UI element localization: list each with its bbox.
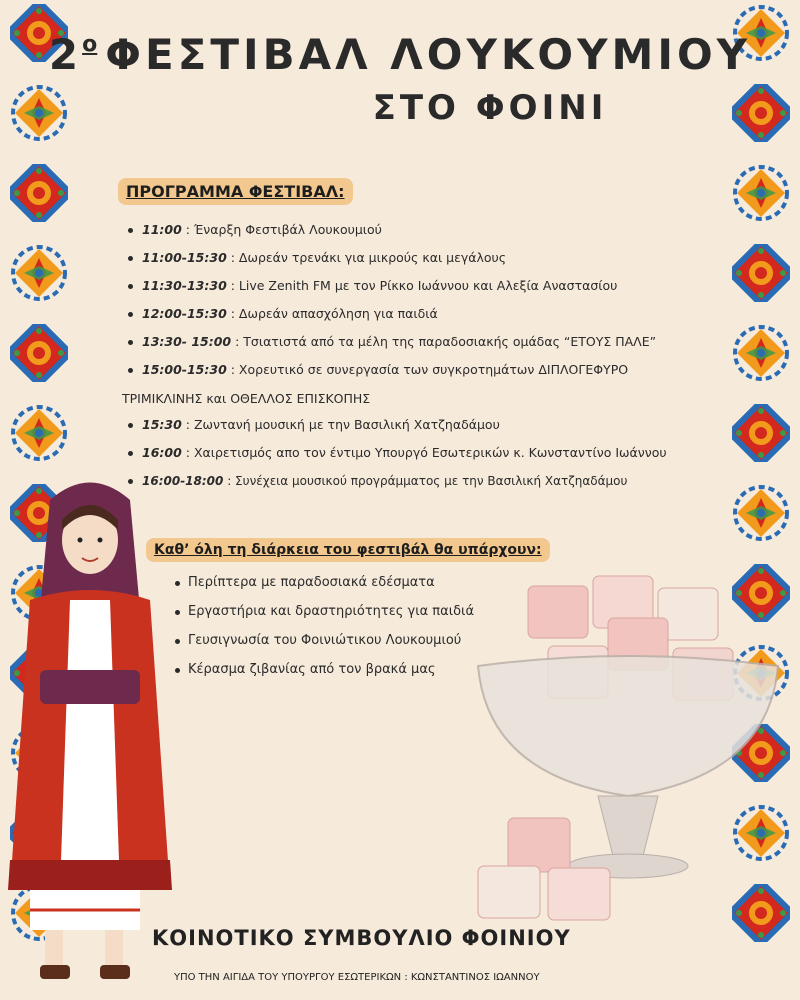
title-ordinal: ο: [82, 32, 98, 57]
schedule-item: 11:00 : Έναρξη Φεστιβάλ Λουκουμιού: [120, 222, 730, 250]
schedule-item-continuation: ΤΡΙΜΙΚΛΙΝΗΣ και ΟΘΕΛΛΟΣ ΕΠΙΣΚΟΠΗΣ: [122, 391, 371, 406]
community-council-name: ΚΟΙΝΟΤΙΚΟ ΣΥΜΒΟΥΛΙΟ ΦΟΙΝΙΟΥ: [152, 926, 571, 950]
schedule-item: 15:00-15:30 : Χορευτικό σε συνεργασία των συγκροτημάτων ΔΙΠΛΟΓΕΦΥΡΟ: [120, 362, 730, 378]
folk-tile-icon: [732, 484, 790, 542]
folk-tile-icon: [10, 404, 68, 462]
festival-title: [0, 30, 800, 79]
schedule-item: 15:30 : Ζωντανή μουσική με την Βασιλική Χατζηαδάμου: [120, 417, 730, 445]
extras-item: Γευσιγνωσία του Φοινιώτικου Λουκουμιού: [170, 632, 590, 661]
extras-heading: Καθ’ όλη τη διάρκεια του φεστιβάλ θα υπάρχουν:: [146, 538, 550, 562]
folk-tile-icon: [10, 324, 68, 382]
folk-tile-icon: [732, 164, 790, 222]
folk-tile-icon: [10, 244, 68, 302]
folk-tile-icon: [732, 324, 790, 382]
folk-tile-icon: [732, 244, 790, 302]
schedule-item: 13:30- 15:00 : Τσιατιστά από τα μέλη της παραδοσιακής ομάδας “ΕΤΟΥΣ ΠΑΛΕ”: [120, 334, 730, 362]
schedule-item: 12:00-15:30 : Δωρεάν απασχόληση για παιδιά: [120, 306, 730, 334]
patronage-line: ΥΠΟ ΤΗΝ ΑΙΓΙΔΑ ΤΟΥ ΥΠΟΥΡΓΟΥ ΕΣΩΤΕΡΙΚΩΝ : ΚΩΝΣΤΑΝΤΙΝΟΣ ΙΩΑΝΝΟΥ: [174, 972, 540, 983]
extras-item: Κέρασμα ζιβανίας από τον βρακά μας: [170, 661, 590, 690]
schedule-list: [120, 222, 730, 501]
program-heading: ΠΡΟΓΡΑΜΜΑ ΦΕΣΤΙΒΑΛ:: [118, 178, 353, 205]
folk-tile-icon: [10, 84, 68, 142]
folk-tile-icon: [10, 164, 68, 222]
extras-item: Περίπτερα με παραδοσιακά εδέσματα: [170, 574, 590, 603]
festival-subtitle: ΣΤΟ ΦΟΙΝΙ: [372, 88, 608, 128]
folk-tile-icon: [732, 404, 790, 462]
traditional-woman-illustration: [0, 470, 180, 990]
loukoumi-bowl-illustration: [468, 556, 788, 936]
schedule-item: 11:30-13:30 : Live Zenith FM με τον Ρίκκο Ιωάννου και Αλεξία Αναστασίου: [120, 278, 730, 306]
schedule-item: 16:00-18:00 : Συνέχεια μουσικού προγράμματος με την Βασιλική Χατζηαδάμου: [120, 473, 730, 501]
schedule-item: 16:00 : Χαιρετισμός απο τον έντιμο Υπουργό Εσωτερικών κ. Κωνσταντίνο Ιωάννου: [120, 445, 730, 473]
title-line-1: ΦΕΣΤΙΒΑΛ ΛΟΥΚΟΥΜΙΟΥ: [105, 30, 752, 79]
schedule-item: 11:00-15:30 : Δωρεάν τρενάκι για μικρούς και μεγάλους: [120, 250, 730, 278]
extras-item: Εργαστήρια και δραστηριότητες για παιδιά: [170, 603, 590, 632]
title-number: 2: [48, 30, 83, 79]
